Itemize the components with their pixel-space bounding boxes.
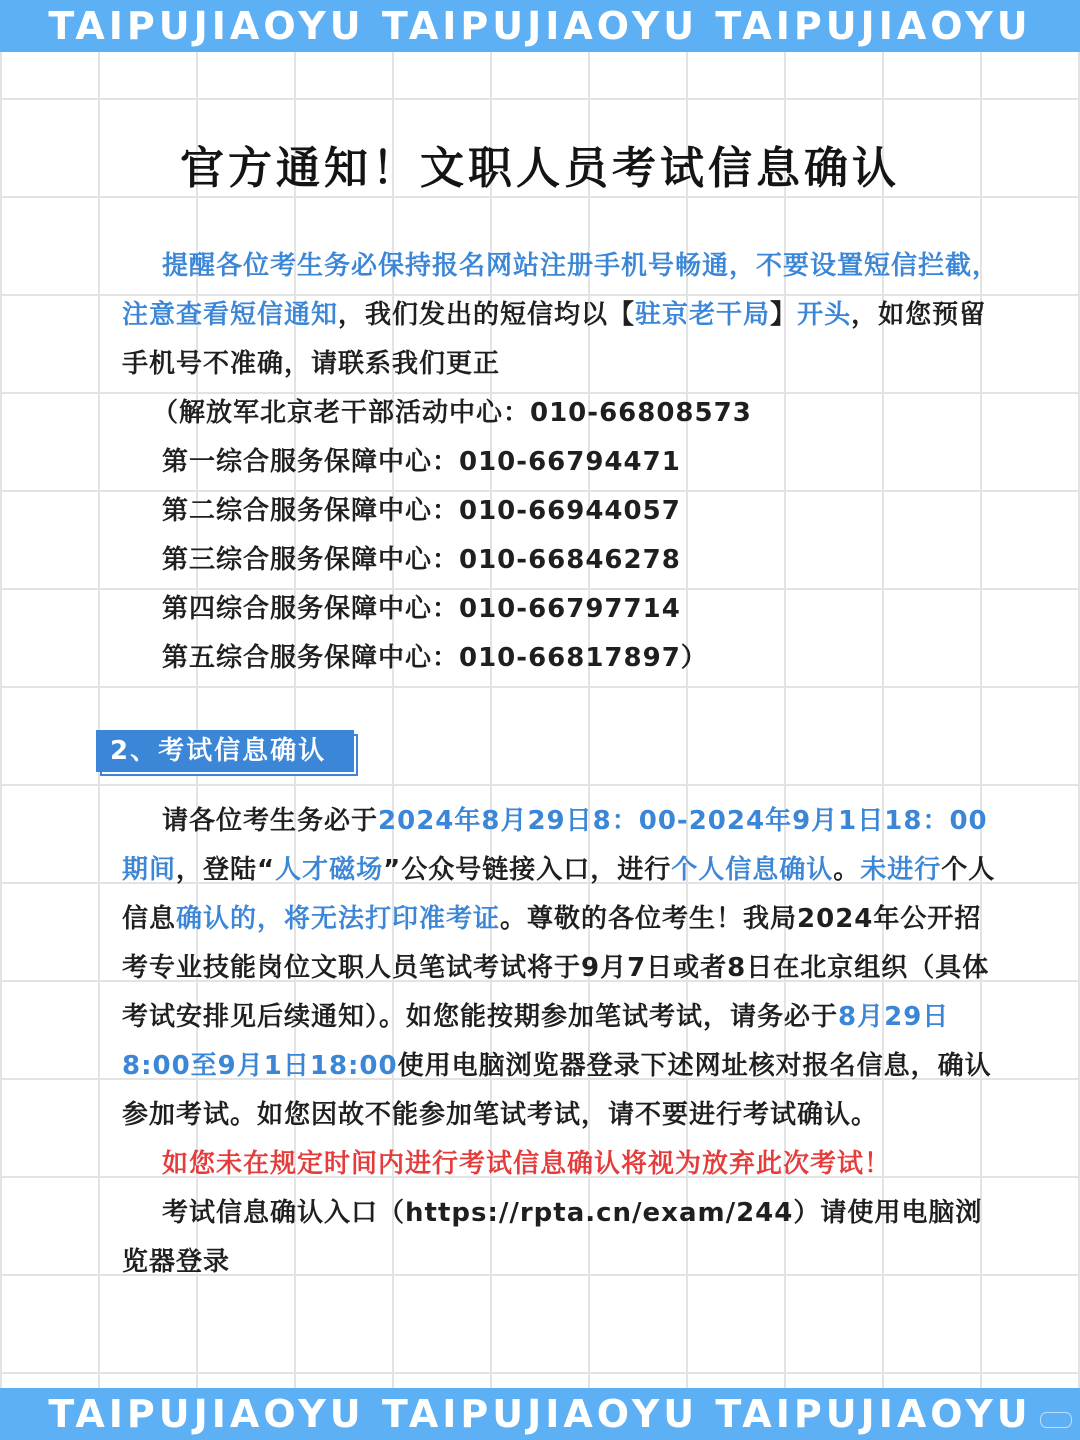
exam-block — [122, 797, 1002, 1287]
exam-text: ，登陆“ — [176, 855, 276, 885]
contact-line: （解放军北京老干部活动中心：010-66808573 — [152, 398, 752, 428]
exam-text: 请各位考生务必于 — [162, 806, 379, 836]
entry-text: 考试信息确认入口（https://rpta.cn/exam/244）请使用电脑浏览器登录 — [122, 1198, 983, 1277]
exam-text: ”公众号链接入口，进行 — [383, 855, 672, 885]
exam-highlight: 确认的，将无法打印准考证 — [176, 904, 501, 934]
top-banner — [0, 0, 1080, 52]
exam-text: 使用电脑浏览器登录下述网址核对报名信息，确认参加考试。如您因故不能参加笔试考试，请不要进行考试确认。 — [122, 1051, 992, 1130]
exam-highlight: 个人信息确认 — [671, 855, 834, 885]
exam-period: 2024年8月29日8：00-2024年9月1日18：00期间 — [122, 806, 988, 885]
contact-line: 第一综合服务保障中心：010-66794471 — [162, 447, 681, 477]
watermark-icon — [1040, 1412, 1072, 1428]
contact-line: 第二综合服务保障中心：010-66944057 — [162, 496, 681, 526]
reminder-block — [122, 242, 1002, 683]
bottom-banner-text: TAIPUJIAOYU TAIPUJIAOYU TAIPUJIAOYU — [48, 1392, 1032, 1436]
top-banner-text: TAIPUJIAOYU TAIPUJIAOYU TAIPUJIAOYU — [48, 4, 1032, 48]
exam-text: 。尊敬的各位考生！我局2024年公开招考专业技能岗位文职人员笔试考试将于9月7日或者8日在北京组织（具体考试安排见后续通知）。如您能按期参加笔试考试，请务必于 — [122, 904, 990, 1032]
sender-name: 驻京老干局 — [635, 300, 771, 330]
reminder-paragraph — [122, 242, 1002, 389]
exam-text: 个人信息 — [122, 855, 996, 934]
contact-line: 第四综合服务保障中心：010-66797714 — [162, 594, 681, 624]
section-heading-label: 2、考试信息确认 — [96, 730, 354, 772]
contact-line: 第五综合服务保障中心：010-66817897） — [162, 643, 708, 673]
reminder-text: ，我们发出的短信均以【 — [338, 300, 636, 330]
reminder-text: 】 — [770, 300, 798, 330]
account-name: 人才磁场 — [275, 855, 384, 885]
contact-line: 第三综合服务保障中心：010-66846278 — [162, 545, 681, 575]
bottom-banner — [0, 1388, 1080, 1440]
reminder-highlight: 提醒各位考生务必保持报名网站注册手机号畅通，不要设置短信拦截，注意查看短信通知 — [122, 251, 1000, 330]
page-title: 官方通知！文职人员考试信息确认 — [180, 143, 900, 194]
reminder-text: ，如您预留手机号不准确，请联系我们更正 — [122, 300, 987, 379]
exam-highlight: 未进行 — [860, 855, 942, 885]
exam-text: 。 — [833, 855, 861, 885]
exam-paragraph — [122, 797, 1002, 1140]
confirm-period: 8月29日8:00至9月1日18:00 — [122, 1002, 950, 1081]
section-heading — [96, 730, 358, 776]
warning-text: 如您未在规定时间内进行考试信息确认将视为放弃此次考试！ — [162, 1149, 892, 1179]
reminder-highlight: 开头 — [797, 300, 852, 330]
